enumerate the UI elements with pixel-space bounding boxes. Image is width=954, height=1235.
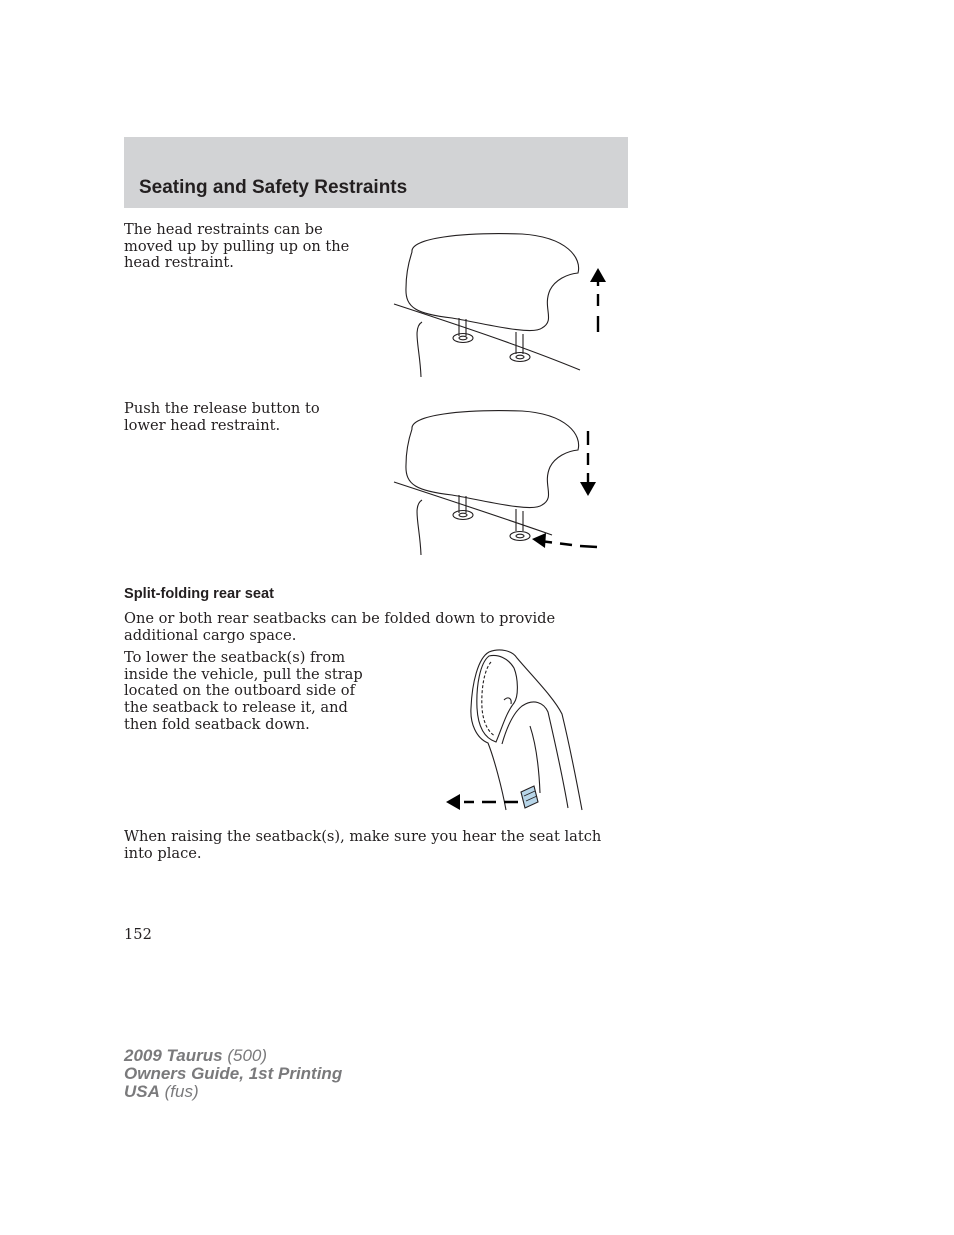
footer-model-code: (500) [227,1046,268,1065]
footer-guide: Owners Guide, 1st Printing [124,1064,343,1083]
raise-head-restraint-text: The head restraints can be moved up by pulling up on the head restraint. [124,221,350,272]
split-folding-heading: Split-folding rear seat [124,586,275,602]
document-footer [124,1047,342,1101]
footer-line-market [124,1083,342,1101]
footer-market: USA [124,1082,160,1101]
section-header [124,137,628,208]
lower-seatback-text: To lower the seatback(s) from inside the vehicle, pull the strap located on the outboard side of the seatback to release it, and then fold seatback down. [124,649,363,733]
arrow-down-icon [580,431,596,496]
page-number: 152 [124,926,152,943]
lower-head-restraint-text: Push the release button to lower head restraint. [124,400,320,434]
arrow-up-icon [590,268,606,332]
footer-line-model [124,1047,342,1065]
section-title: Seating and Safety Restraints [139,177,408,198]
raise-seatback-text: When raising the seatback(s), make sure you hear the seat latch into place. [124,828,602,862]
head-restraint-raise-illustration [392,228,612,378]
release-strap-icon [521,786,538,808]
arrow-left-icon [446,794,518,810]
split-folding-intro: One or both rear seatbacks can be folded down to provide additional cargo space. [124,610,556,644]
release-button-arrow-icon [532,533,597,548]
seatback-strap-illustration [444,648,589,813]
footer-line-guide [124,1065,342,1083]
footer-market-code: (fus) [164,1082,199,1101]
head-restraint-lower-illustration [392,405,612,555]
footer-model: 2009 Taurus [124,1046,223,1065]
